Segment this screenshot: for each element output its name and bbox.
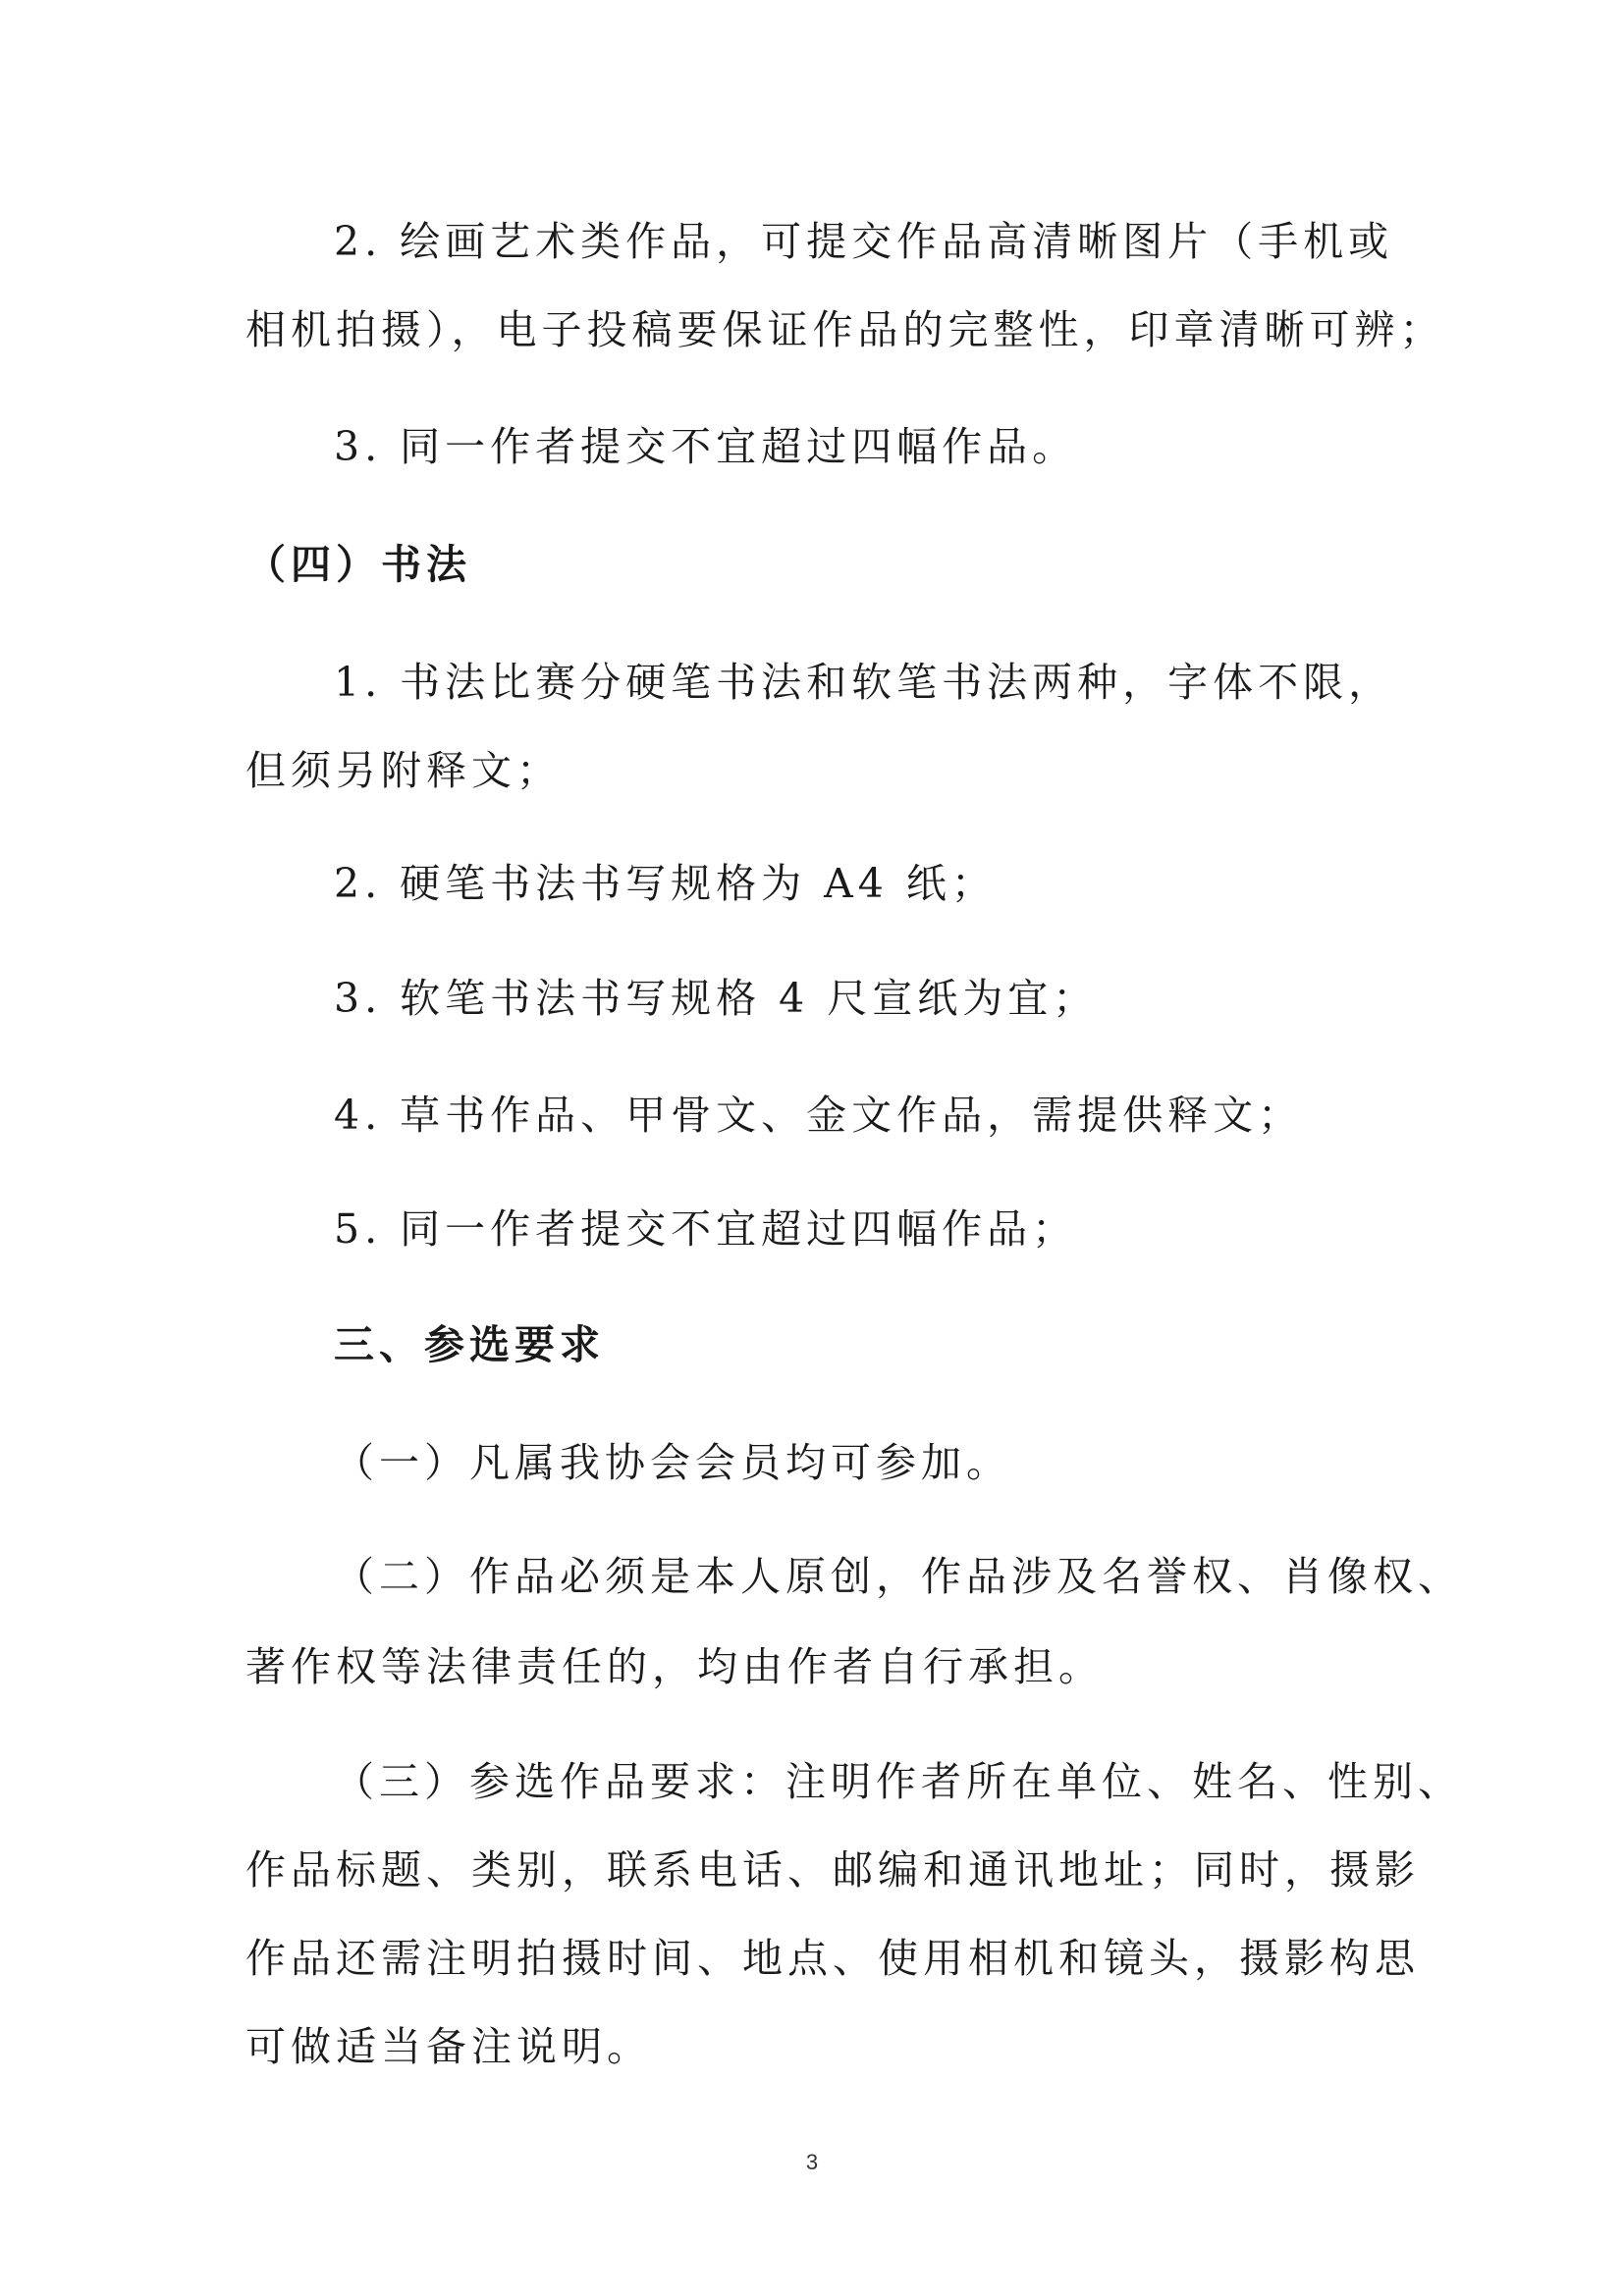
- paragraph-line-requirement-2: （二）作品必须是本人原创，作品涉及名誉权、肖像权、: [334, 1553, 1463, 1600]
- paragraph-line-calligraphy-item-1: 1. 书法比赛分硬笔书法和软笔书法两种，字体不限，: [334, 659, 1394, 706]
- paragraph-line-requirement-3-cont-2: 作品还需注明拍摄时间、地点、使用相机和镜头，摄影构思: [245, 1935, 1420, 1982]
- paragraph-line-calligraphy-item-1-cont: 但须另附释文；: [245, 747, 562, 794]
- section-heading-calligraphy: （四）书法: [245, 541, 471, 588]
- paragraph-line-painting-item-2: 2. 绘画艺术类作品，可提交作品高清晰图片（手机或: [334, 218, 1394, 265]
- paragraph-line-painting-item-2-cont: 相机拍摄），电子投稿要保证作品的完整性，印章清晰可辨；: [245, 306, 1445, 353]
- paragraph-line-requirement-3: （三）参选作品要求：注明作者所在单位、姓名、性别、: [334, 1758, 1463, 1805]
- paragraph-line-requirement-3-cont-1: 作品标题、类别，联系电话、邮编和通讯地址；同时，摄影: [245, 1846, 1420, 1894]
- paragraph-line-requirement-1: （一）凡属我协会会员均可参加。: [334, 1439, 1011, 1486]
- paragraph-line-requirement-3-cont-3: 可做适当备注说明。: [245, 2023, 652, 2070]
- paragraph-line-calligraphy-item-2: 2. 硬笔书法书写规格为 A4 纸；: [334, 860, 997, 907]
- paragraph-line-requirement-2-cont: 著作权等法律责任的，均由作者自行承担。: [245, 1643, 1104, 1690]
- paragraph-line-calligraphy-item-5: 5. 同一作者提交不宜超过四幅作品；: [334, 1205, 1078, 1253]
- section-heading-requirements: 三、参选要求: [334, 1321, 605, 1368]
- paragraph-line-calligraphy-item-3: 3. 软笔书法书写规格 4 尺宣纸为宜；: [334, 975, 1099, 1022]
- paragraph-line-painting-item-3: 3. 同一作者提交不宜超过四幅作品。: [334, 423, 1078, 470]
- page-number: 3: [805, 2150, 819, 2174]
- paragraph-line-calligraphy-item-4: 4. 草书作品、甲骨文、金文作品，需提供释文；: [334, 1092, 1304, 1139]
